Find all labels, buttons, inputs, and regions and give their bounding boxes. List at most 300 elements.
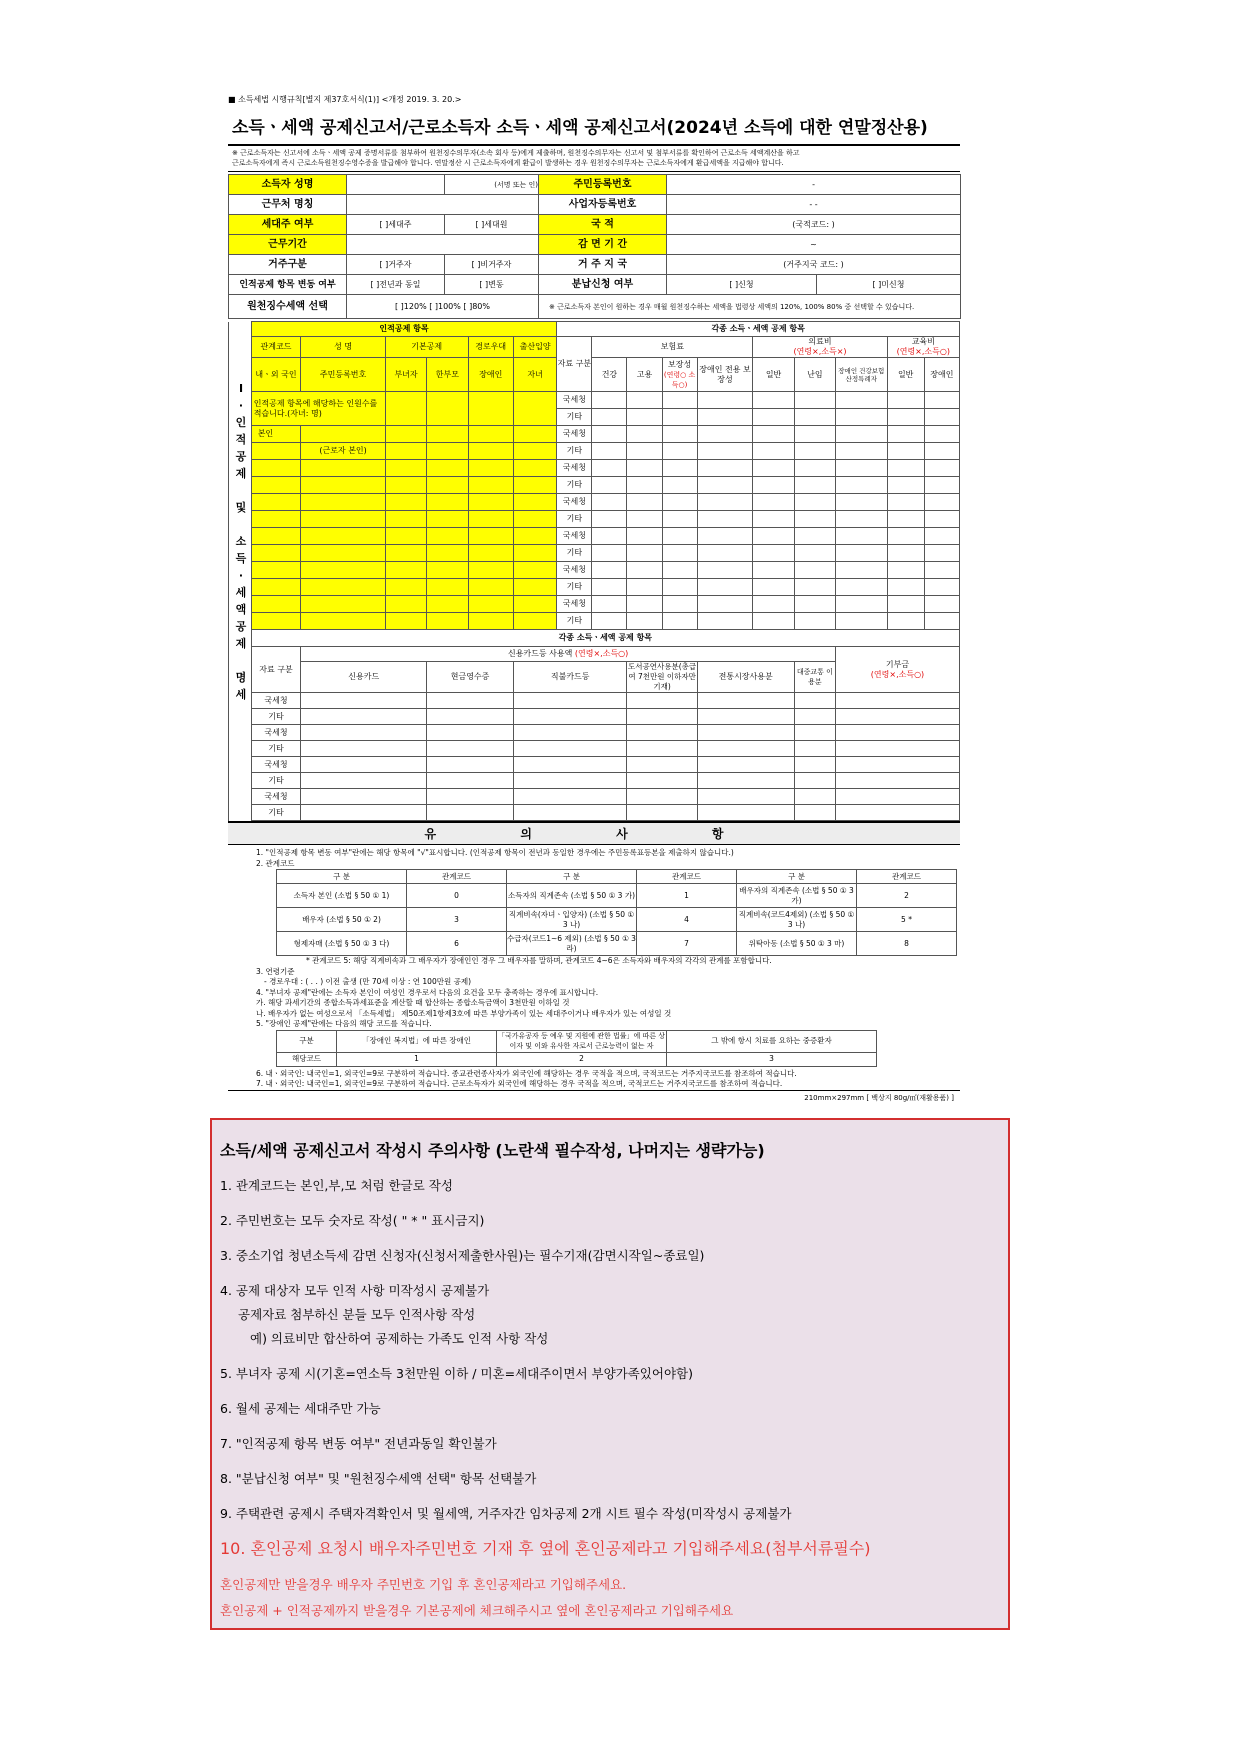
cell[interactable] [836, 709, 960, 725]
cell[interactable] [251, 528, 301, 545]
cell[interactable] [662, 596, 697, 613]
cell[interactable] [697, 494, 753, 511]
cell[interactable] [836, 579, 888, 596]
cell[interactable] [513, 693, 627, 709]
cell[interactable] [301, 545, 386, 562]
cell[interactable] [627, 443, 662, 460]
cell[interactable] [697, 409, 753, 426]
cell[interactable] [697, 757, 794, 773]
person-check[interactable] [385, 426, 426, 443]
cell[interactable] [513, 494, 556, 511]
cell[interactable] [301, 741, 427, 757]
cell[interactable] [627, 709, 697, 725]
dis-head: 그 밖에 항시 치료를 요하는 중증환자 [667, 1030, 877, 1052]
installment-option[interactable]: [ ]신청 [667, 275, 817, 295]
cell[interactable] [592, 613, 627, 630]
cell[interactable] [662, 443, 697, 460]
cell[interactable] [468, 511, 513, 528]
cell[interactable] [794, 562, 835, 579]
cell[interactable] [513, 773, 627, 789]
cell[interactable] [251, 477, 301, 494]
card-row [229, 741, 960, 757]
cell[interactable] [592, 460, 627, 477]
cell[interactable] [924, 511, 959, 528]
cell[interactable] [427, 805, 514, 821]
cell[interactable] [924, 392, 959, 409]
cell[interactable] [887, 494, 924, 511]
cell[interactable] [794, 709, 835, 725]
cell[interactable] [427, 562, 468, 579]
cell[interactable] [753, 443, 794, 460]
household-option[interactable]: [ ]세대주 [347, 215, 445, 235]
person-check[interactable] [427, 426, 468, 443]
cell[interactable] [794, 409, 835, 426]
rrn-input[interactable]: - [667, 175, 961, 195]
cell[interactable] [301, 460, 386, 477]
period-input[interactable] [347, 235, 539, 255]
change-option[interactable]: [ ]변동 [445, 275, 539, 295]
cell[interactable] [794, 545, 835, 562]
col-header-text: 의료비 [808, 337, 832, 346]
cell[interactable] [794, 789, 835, 805]
cell[interactable] [592, 545, 627, 562]
cell[interactable] [697, 392, 753, 409]
cell[interactable] [753, 494, 794, 511]
cell[interactable] [753, 392, 794, 409]
cell[interactable] [513, 545, 556, 562]
cell[interactable] [513, 528, 556, 545]
cell[interactable] [794, 511, 835, 528]
relation-code-table [276, 869, 957, 956]
cell[interactable] [468, 494, 513, 511]
cell[interactable] [836, 741, 960, 757]
bizno-input[interactable]: - - [667, 195, 961, 215]
person-check[interactable] [468, 426, 513, 443]
cell[interactable] [836, 725, 960, 741]
cell[interactable] [592, 596, 627, 613]
cell[interactable] [385, 528, 426, 545]
side-char: 제 [235, 637, 247, 650]
cell[interactable] [836, 545, 888, 562]
cell[interactable] [301, 613, 386, 630]
household-option[interactable]: [ ]세대원 [445, 215, 539, 235]
cell[interactable] [794, 443, 835, 460]
cell[interactable] [592, 392, 627, 409]
person-row [229, 477, 960, 494]
cell[interactable] [794, 494, 835, 511]
cell[interactable] [836, 426, 888, 443]
notice-item: 예) 의료비만 합산하여 공제하는 가족도 인적 사항 작성 [250, 1331, 549, 1346]
cell[interactable] [627, 460, 662, 477]
cell[interactable] [887, 460, 924, 477]
cell[interactable] [627, 613, 662, 630]
cell[interactable] [427, 528, 468, 545]
cell[interactable] [627, 805, 697, 821]
cell[interactable] [794, 460, 835, 477]
cell[interactable] [251, 562, 301, 579]
cell[interactable] [794, 741, 835, 757]
cell[interactable] [513, 757, 627, 773]
cell[interactable] [627, 725, 697, 741]
sign-field[interactable]: (서명 또는 인) [445, 175, 539, 195]
cell[interactable] [627, 511, 662, 528]
cell[interactable] [513, 511, 556, 528]
cell[interactable] [385, 477, 426, 494]
cell[interactable] [697, 773, 794, 789]
caution-line: 5. "장애인 공제"란에는 다음의 해당 코드를 적습니다. [256, 1019, 432, 1028]
cell[interactable] [697, 579, 753, 596]
cell[interactable] [513, 477, 556, 494]
cell[interactable] [427, 545, 468, 562]
cell[interactable] [697, 511, 753, 528]
cell[interactable] [301, 805, 427, 821]
cell[interactable] [592, 426, 627, 443]
cell[interactable] [301, 596, 386, 613]
col-header-text: 신용카드등 사용액 [507, 649, 573, 658]
cell[interactable] [662, 460, 697, 477]
cell[interactable] [662, 477, 697, 494]
cell[interactable] [468, 460, 513, 477]
cell[interactable] [301, 477, 386, 494]
cell[interactable] [753, 426, 794, 443]
cell[interactable] [385, 460, 426, 477]
cell[interactable] [794, 596, 835, 613]
withholding-options[interactable]: [ ]120% [ ]100% [ ]80% [347, 295, 539, 319]
cell[interactable] [251, 511, 301, 528]
cell[interactable] [592, 579, 627, 596]
cell[interactable] [468, 528, 513, 545]
cell[interactable] [887, 426, 924, 443]
cell[interactable] [301, 757, 427, 773]
cell[interactable] [627, 562, 662, 579]
side-char: 세 [235, 688, 247, 701]
count-input[interactable] [385, 392, 426, 426]
cell[interactable] [836, 511, 888, 528]
person-rrn-input[interactable] [301, 426, 386, 443]
cell[interactable] [513, 789, 627, 805]
cell[interactable] [794, 773, 835, 789]
cell[interactable] [794, 392, 835, 409]
side-char [228, 652, 254, 669]
cell[interactable] [836, 596, 888, 613]
cell[interactable] [251, 596, 301, 613]
resident-option[interactable]: [ ]비거주자 [445, 255, 539, 275]
change-option[interactable]: [ ]전년과 동일 [347, 275, 445, 295]
self-note: (근로자 본인) [301, 443, 386, 460]
cell[interactable] [592, 477, 627, 494]
cell[interactable] [427, 460, 468, 477]
cell[interactable] [836, 805, 960, 821]
cell[interactable] [662, 528, 697, 545]
person-check[interactable] [468, 443, 513, 460]
cell[interactable] [697, 613, 753, 630]
cell[interactable] [301, 579, 386, 596]
cell[interactable] [753, 579, 794, 596]
cell[interactable] [753, 596, 794, 613]
cell[interactable] [385, 596, 426, 613]
cell[interactable] [627, 773, 697, 789]
cell[interactable] [301, 709, 427, 725]
cell[interactable] [836, 773, 960, 789]
notice-item-highlight: 혼인공제 + 인적공제까지 받을경우 기본공제에 체크해주시고 옆에 혼인공제라고 기입해주세요 [220, 1603, 734, 1618]
person-row [229, 545, 960, 562]
cell[interactable] [301, 562, 386, 579]
cell[interactable] [697, 426, 753, 443]
cell[interactable] [592, 443, 627, 460]
cell[interactable] [887, 511, 924, 528]
cell[interactable] [794, 613, 835, 630]
cell[interactable] [627, 693, 697, 709]
cell[interactable] [662, 511, 697, 528]
cell[interactable] [697, 528, 753, 545]
cell[interactable] [753, 477, 794, 494]
cell[interactable] [887, 409, 924, 426]
cell[interactable] [836, 613, 888, 630]
rel-cell: 3 [407, 908, 507, 932]
cards-section-header: 각종 소득ㆍ세액 공제 항목 [251, 630, 959, 647]
cell[interactable] [427, 773, 514, 789]
cell[interactable] [385, 613, 426, 630]
cell[interactable] [887, 562, 924, 579]
cell[interactable] [627, 392, 662, 409]
cell[interactable] [753, 409, 794, 426]
cell[interactable] [627, 477, 662, 494]
cell[interactable] [251, 545, 301, 562]
cell[interactable] [513, 562, 556, 579]
cell[interactable] [836, 693, 960, 709]
cell[interactable] [753, 460, 794, 477]
cell[interactable] [513, 805, 627, 821]
cell[interactable] [301, 528, 386, 545]
cell[interactable] [301, 494, 386, 511]
cell[interactable] [427, 741, 514, 757]
name-input[interactable] [347, 175, 445, 195]
resident-option[interactable]: [ ]거주자 [347, 255, 445, 275]
cell[interactable] [627, 579, 662, 596]
cell[interactable] [468, 596, 513, 613]
cell[interactable] [427, 709, 514, 725]
cell[interactable] [385, 511, 426, 528]
cell[interactable] [924, 545, 959, 562]
cell[interactable] [513, 579, 556, 596]
cell[interactable] [887, 545, 924, 562]
count-input[interactable] [513, 392, 556, 426]
cell[interactable] [251, 579, 301, 596]
cell[interactable] [794, 477, 835, 494]
side-char: 소 [235, 535, 247, 548]
cell[interactable] [753, 545, 794, 562]
cell[interactable] [662, 579, 697, 596]
cell[interactable] [753, 528, 794, 545]
doc-type: 국세청 [557, 392, 592, 409]
cell[interactable] [427, 494, 468, 511]
cell[interactable] [924, 596, 959, 613]
cell[interactable] [468, 545, 513, 562]
cell[interactable] [924, 409, 959, 426]
cell[interactable] [427, 477, 468, 494]
cell[interactable] [697, 443, 753, 460]
doc-type: 국세청 [251, 693, 301, 709]
cell[interactable] [697, 741, 794, 757]
cell[interactable] [627, 757, 697, 773]
cell[interactable] [794, 579, 835, 596]
cell[interactable] [794, 757, 835, 773]
cell[interactable] [836, 789, 960, 805]
cell[interactable] [427, 757, 514, 773]
cell[interactable] [468, 562, 513, 579]
cell[interactable] [887, 477, 924, 494]
count-input[interactable] [468, 392, 513, 426]
cell[interactable] [662, 409, 697, 426]
cell[interactable] [836, 443, 888, 460]
cell[interactable] [427, 511, 468, 528]
cell[interactable] [592, 494, 627, 511]
cell[interactable] [697, 693, 794, 709]
cell[interactable] [301, 725, 427, 741]
cell[interactable] [697, 596, 753, 613]
company-input[interactable] [347, 195, 539, 215]
cell[interactable] [794, 805, 835, 821]
col-header [662, 358, 697, 392]
cell[interactable] [887, 528, 924, 545]
cell[interactable] [427, 596, 468, 613]
cell[interactable] [627, 528, 662, 545]
doc-type: 기타 [557, 443, 592, 460]
cell[interactable] [301, 773, 427, 789]
cell[interactable] [592, 409, 627, 426]
count-input[interactable] [427, 392, 468, 426]
cell[interactable] [887, 596, 924, 613]
cell[interactable] [794, 528, 835, 545]
cell[interactable] [627, 426, 662, 443]
cell[interactable] [887, 392, 924, 409]
cell[interactable] [592, 562, 627, 579]
cell[interactable] [427, 579, 468, 596]
cell[interactable] [794, 693, 835, 709]
cell[interactable] [627, 409, 662, 426]
cell[interactable] [662, 494, 697, 511]
installment-option[interactable]: [ ]미신청 [817, 275, 961, 295]
cell[interactable] [697, 562, 753, 579]
cell[interactable] [753, 511, 794, 528]
cell[interactable] [513, 741, 627, 757]
reduction-label: 감 면 기 간 [539, 235, 667, 255]
rel-cell: 소득자 본인 (소법 § 50 ① 1) [277, 884, 407, 908]
cell[interactable] [301, 693, 427, 709]
cell[interactable] [753, 562, 794, 579]
cell[interactable] [662, 392, 697, 409]
cell[interactable] [627, 545, 662, 562]
cell[interactable] [427, 725, 514, 741]
cell[interactable] [836, 757, 960, 773]
cell[interactable] [697, 805, 794, 821]
cell[interactable] [662, 562, 697, 579]
side-label [228, 380, 254, 703]
cell[interactable] [301, 511, 386, 528]
cell[interactable] [468, 579, 513, 596]
cell[interactable] [513, 725, 627, 741]
form-title: 소득ㆍ세액 공제신고서/근로소득자 소득ㆍ세액 공제신고서(2024년 소득에 대한 연말정산용) [228, 105, 960, 146]
cell[interactable] [385, 579, 426, 596]
cell[interactable] [794, 426, 835, 443]
cell[interactable] [662, 545, 697, 562]
cell[interactable] [251, 613, 301, 630]
cell[interactable] [836, 392, 888, 409]
cell[interactable] [662, 613, 697, 630]
cell[interactable] [627, 596, 662, 613]
cell[interactable] [697, 709, 794, 725]
cell[interactable] [924, 562, 959, 579]
person-check[interactable] [513, 443, 556, 460]
reduction-input[interactable]: ~ [667, 235, 961, 255]
cell[interactable] [794, 725, 835, 741]
cell[interactable] [836, 562, 888, 579]
cell[interactable] [251, 494, 301, 511]
cell[interactable] [627, 789, 697, 805]
cell[interactable] [662, 426, 697, 443]
cell[interactable] [513, 596, 556, 613]
cell[interactable] [385, 562, 426, 579]
cell[interactable] [385, 494, 426, 511]
cell[interactable] [697, 545, 753, 562]
cell[interactable] [924, 528, 959, 545]
cell[interactable] [887, 613, 924, 630]
cell[interactable] [924, 426, 959, 443]
cell[interactable] [513, 709, 627, 725]
cell[interactable] [468, 613, 513, 630]
cell[interactable] [836, 528, 888, 545]
person-check[interactable] [427, 443, 468, 460]
cell[interactable] [924, 579, 959, 596]
cell[interactable] [836, 460, 888, 477]
cell[interactable] [924, 460, 959, 477]
cell[interactable] [836, 409, 888, 426]
cell[interactable] [887, 443, 924, 460]
cell[interactable] [301, 789, 427, 805]
cell[interactable] [592, 528, 627, 545]
cell[interactable] [592, 511, 627, 528]
cell[interactable] [251, 460, 301, 477]
cell[interactable] [836, 477, 888, 494]
cell[interactable] [697, 477, 753, 494]
cell[interactable] [887, 579, 924, 596]
cell[interactable] [385, 545, 426, 562]
cell[interactable] [627, 494, 662, 511]
dis-cell: 1 [337, 1052, 497, 1066]
person-check[interactable] [385, 443, 426, 460]
cell[interactable] [753, 613, 794, 630]
cell[interactable] [513, 460, 556, 477]
cell[interactable] [924, 477, 959, 494]
country-input[interactable]: (거주지국 코드: ) [667, 255, 961, 275]
cell[interactable] [924, 494, 959, 511]
cell[interactable] [924, 613, 959, 630]
cell[interactable] [697, 460, 753, 477]
person-foreign-input[interactable] [251, 443, 301, 460]
nation-input[interactable]: (국적코드: ) [667, 215, 961, 235]
cell[interactable] [697, 789, 794, 805]
cell[interactable] [427, 789, 514, 805]
person-check[interactable] [513, 426, 556, 443]
cell[interactable] [697, 725, 794, 741]
cell[interactable] [468, 477, 513, 494]
cell[interactable] [427, 693, 514, 709]
cell[interactable] [627, 741, 697, 757]
cell[interactable] [924, 443, 959, 460]
cell[interactable] [836, 494, 888, 511]
cell[interactable] [513, 613, 556, 630]
cell[interactable] [427, 613, 468, 630]
